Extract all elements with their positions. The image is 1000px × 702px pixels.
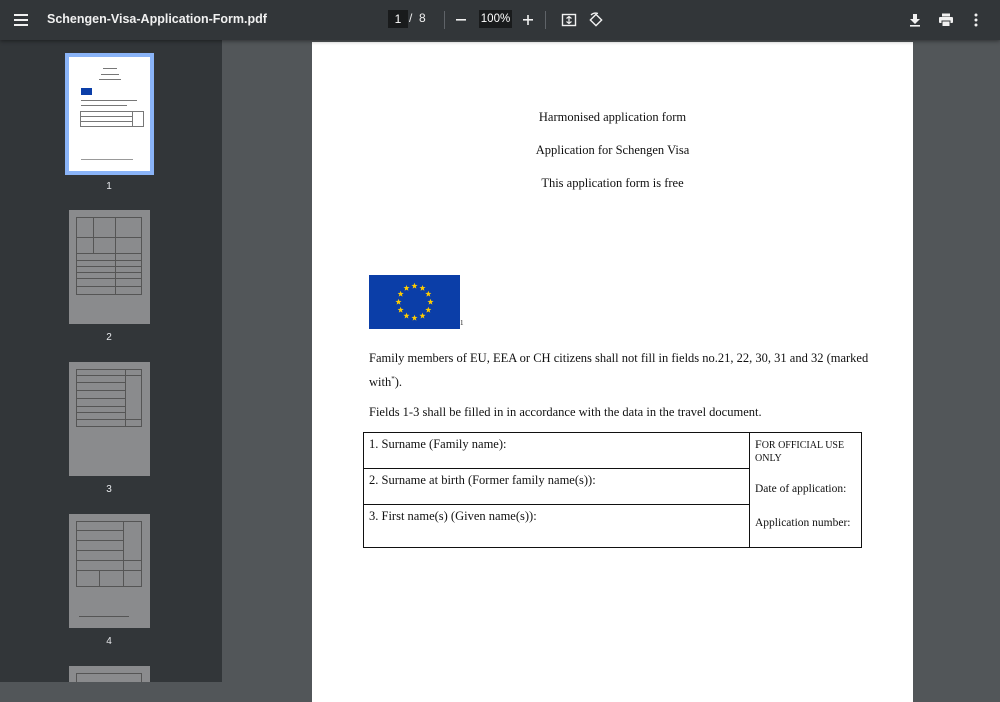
eu-star-icon	[403, 285, 409, 291]
thumbnail-page-number: 4	[106, 636, 112, 647]
asterisk-mark: *	[391, 375, 395, 383]
zoom-level-input[interactable]: 100%	[479, 10, 512, 28]
eu-star-icon	[419, 313, 425, 319]
pdf-page-1	[312, 42, 913, 702]
form-heading: Harmonised application form	[538, 110, 687, 124]
page-total: 8	[419, 11, 426, 25]
surname-at-birth-field[interactable]: 2. Surname at birth (Former family name(s)):	[369, 473, 596, 487]
family-members-note	[369, 348, 869, 393]
thumbnail-page-number: 2	[106, 332, 112, 343]
table-divider	[364, 468, 749, 469]
eu-star-icon	[419, 285, 425, 291]
official-use-only: ONLY	[755, 453, 782, 464]
eu-star-icon	[398, 307, 404, 313]
date-of-application-label: Date of application:	[755, 483, 847, 495]
application-number-label: Application number:	[755, 517, 851, 529]
eu-star-icon	[425, 291, 431, 297]
toolbar-divider	[444, 11, 445, 29]
page-thumbnail-2[interactable]	[69, 210, 150, 324]
eu-star-icon	[427, 299, 433, 305]
eu-star-icon	[411, 315, 417, 321]
more-options-icon[interactable]	[962, 6, 990, 34]
eu-star-icon	[398, 291, 404, 297]
pdf-toolbar	[0, 0, 1000, 40]
thumbnail-sidebar	[0, 40, 222, 682]
form-subheading: Application for Schengen Visa	[535, 143, 690, 157]
page-thumbnail-5[interactable]	[69, 666, 150, 682]
thumbnail-page-number: 1	[106, 181, 112, 192]
eu-star-icon	[425, 307, 431, 313]
fit-page-icon[interactable]	[555, 6, 583, 34]
table-divider	[749, 433, 750, 547]
form-free-note: This application form is free	[541, 176, 684, 190]
official-use-initial: F	[755, 437, 762, 451]
page-number-input[interactable]: 1	[388, 10, 408, 28]
page-separator: /	[409, 11, 413, 25]
page-thumbnail-3[interactable]	[69, 362, 150, 476]
zoom-in-icon[interactable]	[514, 6, 542, 34]
surname-field[interactable]: 1. Surname (Family name):	[369, 437, 507, 451]
family-note-line1: Family members of EU, EEA or CH citizens shall not fill in fields no.21, 22, 30, 31 and 32 (marked	[369, 351, 869, 365]
family-note-line2-start: with	[369, 375, 392, 390]
thumbnail-page-number: 3	[106, 484, 112, 495]
page-thumbnail-1[interactable]	[69, 57, 150, 171]
eu-star-icon	[411, 283, 417, 289]
footnote-marker: 1	[460, 319, 464, 327]
zoom-out-icon[interactable]	[447, 6, 475, 34]
document-title: Schengen-Visa-Application-Form.pdf	[47, 12, 267, 26]
official-use-label	[755, 438, 844, 465]
fields-instruction: Fields 1-3 shall be filled in in accordance with the data in the travel document.	[369, 405, 762, 419]
download-icon[interactable]	[901, 6, 929, 34]
table-divider	[364, 504, 749, 505]
rotate-icon[interactable]	[582, 6, 610, 34]
official-use-rest: OR OFFICIAL USE	[761, 440, 845, 451]
toolbar-divider	[545, 11, 546, 29]
eu-star-icon	[403, 313, 409, 319]
family-note-line2-end: ).	[394, 375, 403, 390]
print-icon[interactable]	[932, 6, 960, 34]
first-name-field[interactable]: 3. First name(s) (Given name(s)):	[369, 509, 537, 523]
application-form-table	[363, 432, 862, 548]
page-thumbnail-4[interactable]	[69, 514, 150, 628]
menu-icon[interactable]	[7, 6, 35, 34]
eu-star-icon	[395, 299, 401, 305]
eu-flag-image	[369, 275, 460, 329]
